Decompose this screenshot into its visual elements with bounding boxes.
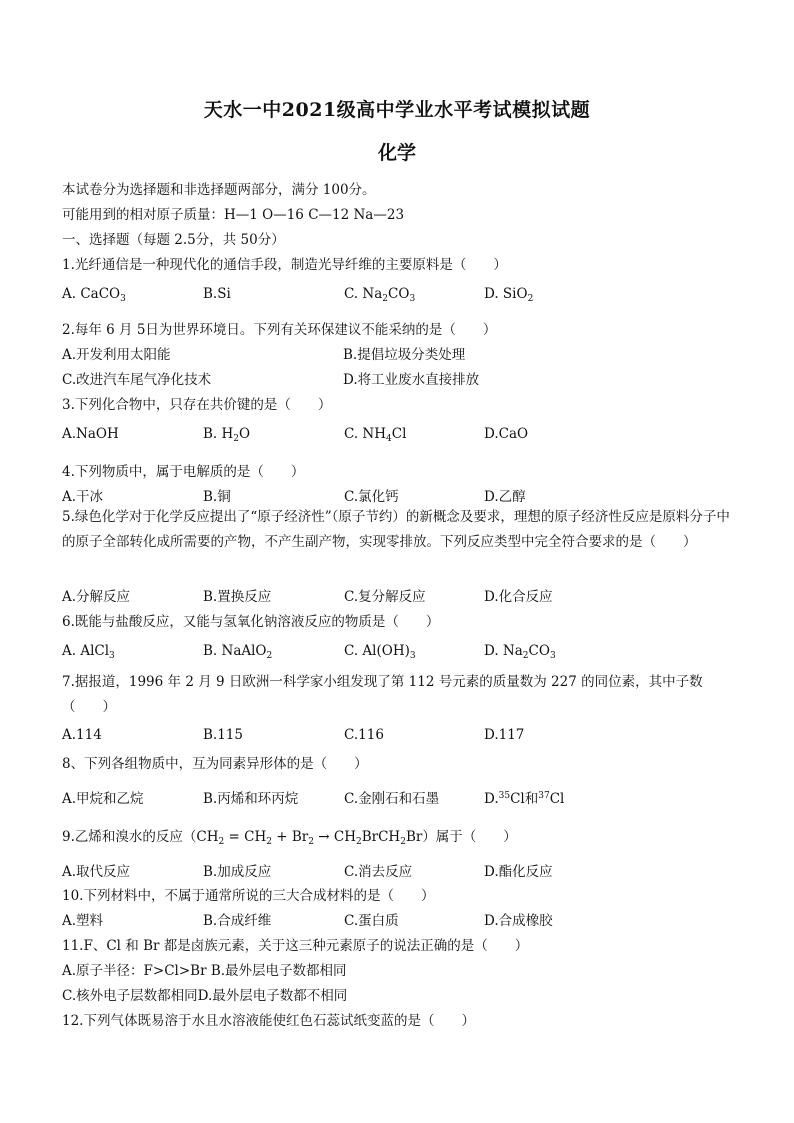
q7-option-c: C.116	[344, 727, 384, 743]
question-10-stem: 10.下列材料中，不属于通常所说的三大合成材料的是（ ）	[62, 888, 435, 904]
q4-option-c: C.氯化钙	[344, 489, 399, 505]
question-4-stem: 4.下列物质中，属于电解质的是（ ）	[62, 464, 305, 480]
q5-option-b: B.置换反应	[203, 589, 272, 605]
question-6-stem: 6.既能与盐酸反应，又能与氢氧化钠溶液反应的物质是（ ）	[62, 614, 440, 630]
q8-option-d: D.$^{35}$Cl和$^{37}$Cl	[484, 791, 565, 807]
question-7-stem: 7.据报道，1996 年 2 月 9 日欧洲一科学家小组发现了第 112 号元素的质量数为 227 的同位素，其中子数（ ）	[62, 674, 703, 715]
q2-option-d: D.将工业废水直接排放	[343, 372, 480, 388]
subject-title: 化学	[377, 142, 416, 164]
q7-option-a: A.114	[62, 727, 102, 743]
q5-option-a: A.分解反应	[62, 589, 131, 605]
question-2-stem: 2.每年 6 月 5日为世界环境日。下列有关环保建议不能采纳的是（ ）	[62, 322, 497, 338]
q6-option-c: C. $Al(OH)_3$	[344, 643, 416, 661]
q10-option-c: C.蛋白质	[344, 913, 399, 929]
q3-option-a: A.NaOH	[62, 426, 119, 442]
q11-options-cd: C.核外电子层数都相同D.最外层电子数都不相同	[62, 988, 348, 1004]
question-8-stem: 8、下列各组物质中，互为同素异形体的是（ ）	[62, 756, 368, 772]
q4-option-a: A.干冰	[62, 489, 104, 505]
q3-option-c: C. $NH_4Cl$	[344, 426, 407, 444]
q9-option-c: C.消去反应	[344, 864, 413, 880]
q6-option-a: A. AlCl$_3$	[62, 643, 115, 661]
q8-option-a: A.甲烷和乙烷	[62, 791, 144, 807]
question-1-stem: 1.光纤通信是一种现代化的通信手段，制造光导纤维的主要原料是（ ）	[62, 257, 507, 273]
question-9-stem: 9.乙烯和溴水的反应（$CH_2 = CH_2 + Br_2$ → $CH_2BrCH_2Br$）属于（ ）	[62, 829, 517, 847]
q7-option-b: B.115	[203, 727, 243, 743]
q5-option-c: C.复分解反应	[344, 589, 426, 605]
q8-option-b: B.丙烯和环丙烷	[203, 791, 299, 807]
intro-line-2: 可能用到的相对原子质量：H—1 O—16 C—12 Na—23	[62, 207, 405, 223]
q2-option-b: B.提倡垃圾分类处理	[343, 347, 466, 363]
q10-option-b: B.合成纤维	[203, 913, 272, 929]
question-12-stem: 12.下列气体既易溶于水且水溶液能使红色石蕊试纸变蓝的是（ ）	[62, 1013, 475, 1029]
q1-option-a: A. CaCO$_3$	[62, 286, 126, 304]
q6-option-d: D. $Na_2CO_3$	[484, 643, 556, 661]
q8-option-c: C.金刚石和石墨	[344, 791, 440, 807]
q9-option-a: A.取代反应	[62, 864, 131, 880]
q2-option-a: A.开发利用太阳能	[62, 347, 171, 363]
q11-options-ab: A.原子半径：F>Cl>Br B.最外层电子数都相同	[62, 963, 347, 979]
q7-option-d: D.117	[484, 727, 525, 743]
q6-option-b: B. NaAlO$_2$	[203, 643, 273, 661]
question-11-stem: 11.F、Cl 和 Br 都是卤族元素，关于这三种元素原子的说法正确的是（ ）	[62, 938, 529, 954]
question-5-stem: 5.绿色化学对于化学反应提出了“原子经济性”（原子节约）的新概念及要求，理想的原子经济性反应是原料分子中的原子全部转化成所需要的产物，不产生副产物，实现零排放。下列反应类型中完全符合要求的是（ ）	[62, 509, 730, 550]
q5-option-d: D.化合反应	[484, 589, 553, 605]
exam-title: 天水一中2021级高中学业水平考试模拟试题	[203, 99, 591, 121]
q9-option-d: D.酯化反应	[484, 864, 553, 880]
q1-option-c: C. $Na_2CO_3$	[344, 286, 416, 304]
q3-option-d: D.CaO	[484, 426, 529, 442]
q4-option-b: B.铜	[203, 489, 231, 505]
q9-equation: $CH_2 = CH_2 + Br_2$ → $CH_2BrCH_2Br$	[196, 829, 423, 847]
q2-option-c: C.改进汽车尾气净化技术	[62, 372, 212, 388]
q1-option-b: B.Si	[203, 286, 231, 302]
q9-option-b: B.加成反应	[203, 864, 272, 880]
question-3-stem: 3.下列化合物中，只存在共价键的是（ ）	[62, 397, 332, 413]
q1-option-d: D. SiO$_2$	[484, 286, 534, 304]
q4-option-d: D.乙醇	[484, 489, 526, 505]
q10-option-d: D.合成橡胶	[484, 913, 553, 929]
q3-option-b: B. $H_2O$	[203, 426, 251, 444]
section-heading: 一、选择题（每题 2.5分，共 50分）	[62, 232, 285, 248]
q10-option-a: A.塑料	[62, 913, 104, 929]
intro-line-1: 本试卷分为选择题和非选择题两部分，满分 100分。	[62, 182, 376, 198]
